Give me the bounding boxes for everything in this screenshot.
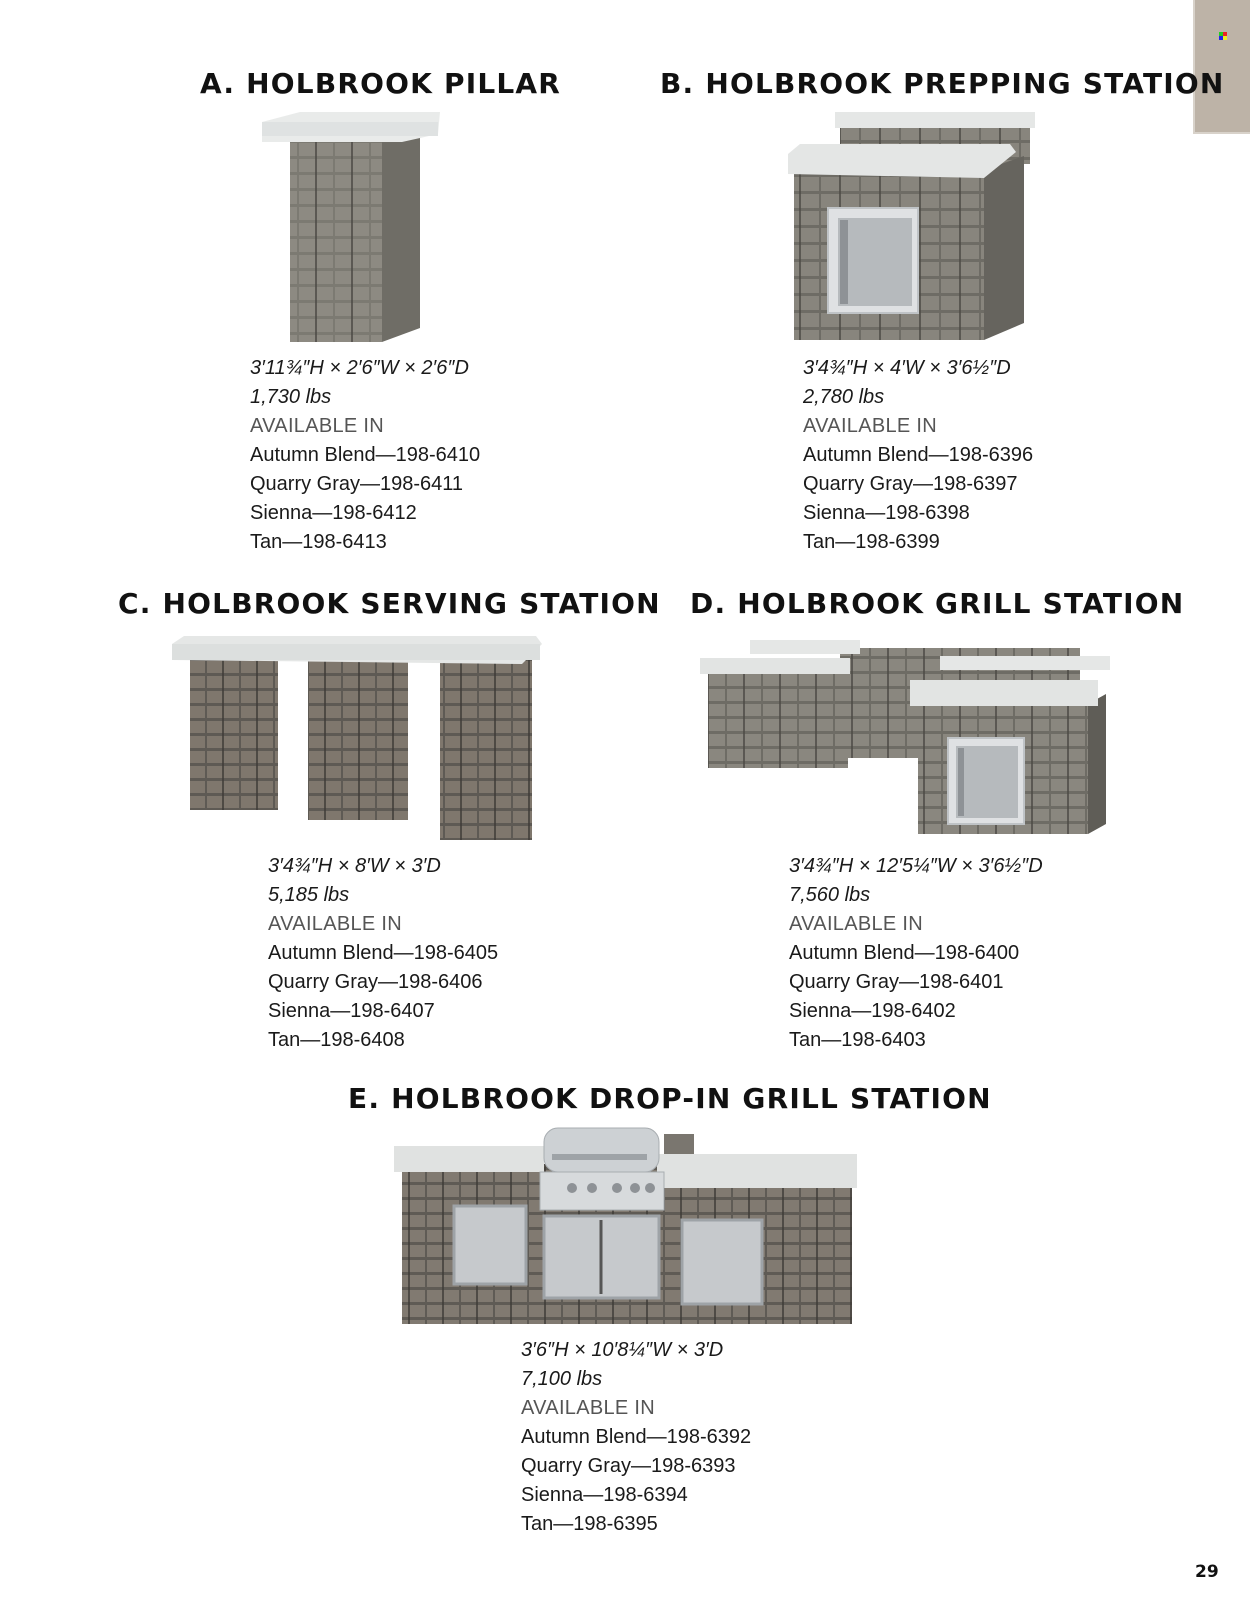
color-option: Tan—198-6399 bbox=[803, 531, 940, 553]
page-number: 29 bbox=[1195, 1562, 1219, 1582]
available-label: AVAILABLE IN bbox=[521, 1397, 656, 1419]
color-option: Tan—198-6408 bbox=[268, 1029, 405, 1051]
color-option: Quarry Gray—198-6401 bbox=[789, 971, 1004, 993]
color-option: Autumn Blend—198-6396 bbox=[803, 444, 1034, 466]
color-option: Autumn Blend—198-6400 bbox=[789, 942, 1020, 964]
dimensions: 3′11¾″H × 2′6″W × 2′6″D bbox=[250, 357, 469, 379]
available-label: AVAILABLE IN bbox=[789, 913, 924, 935]
weight: 2,780 lbs bbox=[803, 386, 885, 408]
prepping-station-product-image bbox=[780, 108, 1060, 348]
color-registration-mark-icon bbox=[1219, 32, 1227, 40]
color-option: Sienna—198-6407 bbox=[268, 1000, 435, 1022]
dimensions: 3′4¾″H × 12′5¼″W × 3′6½″D bbox=[789, 855, 1043, 877]
grill-station-product-image bbox=[690, 628, 1120, 843]
available-label: AVAILABLE IN bbox=[268, 913, 403, 935]
dimensions: 3′6″H × 10′8¼″W × 3′D bbox=[521, 1339, 724, 1361]
product-heading-pillar: A. HOLBROOK PILLAR bbox=[200, 67, 562, 100]
color-option: Tan—198-6403 bbox=[789, 1029, 926, 1051]
weight: 1,730 lbs bbox=[250, 386, 332, 408]
weight: 7,560 lbs bbox=[789, 884, 871, 906]
drop-in-grill-station-product-image bbox=[392, 1124, 862, 1334]
serving-station-product-image bbox=[172, 630, 552, 845]
color-option: Sienna—198-6394 bbox=[521, 1484, 688, 1506]
product-heading-serving-station: C. HOLBROOK SERVING STATION bbox=[118, 587, 661, 620]
weight: 5,185 lbs bbox=[268, 884, 350, 906]
pillar-specs bbox=[250, 354, 480, 557]
color-option: Quarry Gray—198-6411 bbox=[250, 473, 464, 495]
color-option: Sienna—198-6398 bbox=[803, 502, 970, 524]
color-option: Sienna—198-6412 bbox=[250, 502, 417, 524]
color-option: Quarry Gray—198-6397 bbox=[803, 473, 1018, 495]
color-option: Autumn Blend—198-6392 bbox=[521, 1426, 752, 1448]
available-label: AVAILABLE IN bbox=[803, 415, 938, 437]
color-option: Quarry Gray—198-6393 bbox=[521, 1455, 736, 1477]
color-option: Tan—198-6395 bbox=[521, 1513, 658, 1535]
drop-in-grill-station-specs bbox=[521, 1336, 751, 1539]
product-heading-drop-in-grill-station: E. HOLBROOK DROP-IN GRILL STATION bbox=[348, 1082, 992, 1115]
dimensions: 3′4¾″H × 8′W × 3′D bbox=[268, 855, 441, 877]
product-heading-prepping-station: B. HOLBROOK PREPPING STATION bbox=[660, 67, 1225, 100]
weight: 7,100 lbs bbox=[521, 1368, 603, 1390]
pillar-product-image bbox=[262, 110, 462, 350]
available-label: AVAILABLE IN bbox=[250, 415, 385, 437]
grill-station-specs bbox=[789, 852, 1043, 1055]
serving-station-specs bbox=[268, 852, 498, 1055]
product-heading-grill-station: D. HOLBROOK GRILL STATION bbox=[690, 587, 1185, 620]
prepping-station-specs bbox=[803, 354, 1033, 557]
color-option: Autumn Blend—198-6405 bbox=[268, 942, 499, 964]
color-option: Sienna—198-6402 bbox=[789, 1000, 956, 1022]
color-option: Autumn Blend—198-6410 bbox=[250, 444, 481, 466]
color-option: Quarry Gray—198-6406 bbox=[268, 971, 483, 993]
dimensions: 3′4¾″H × 4′W × 3′6½″D bbox=[803, 357, 1011, 379]
color-option: Tan—198-6413 bbox=[250, 531, 387, 553]
